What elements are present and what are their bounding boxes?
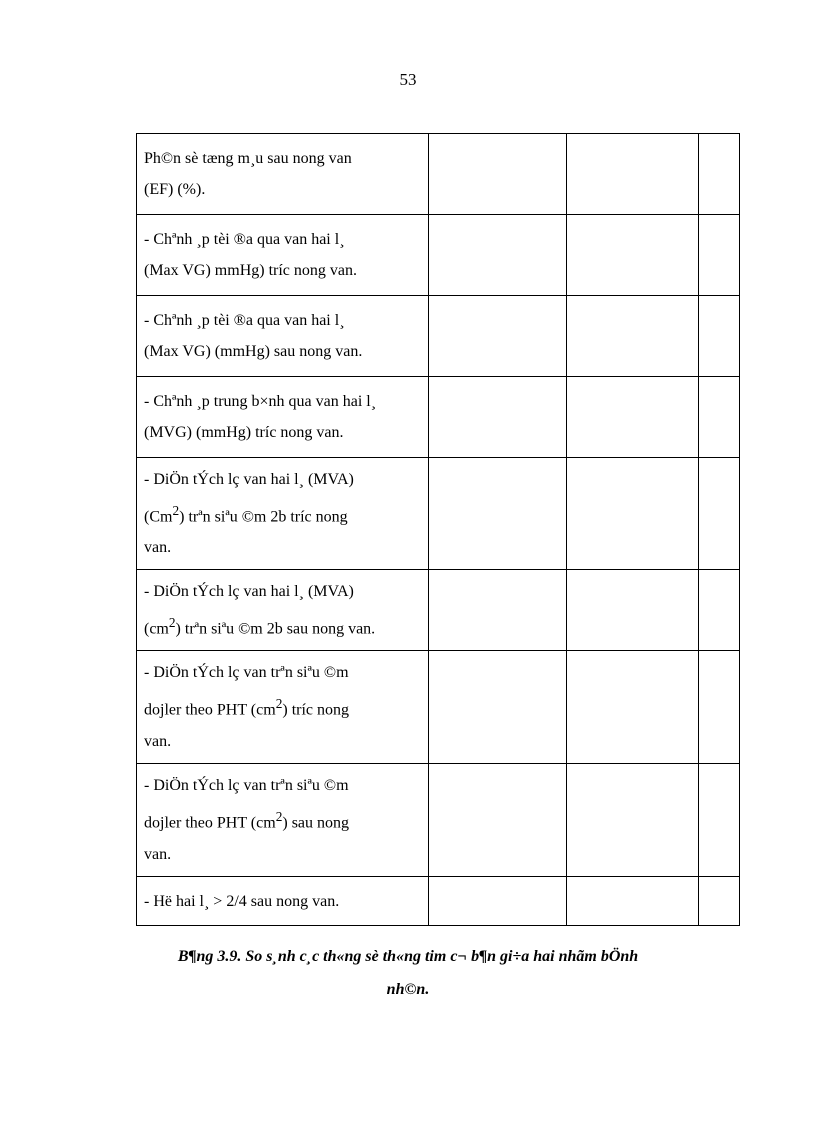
- row-label: [137, 215, 429, 296]
- label-line: [144, 801, 421, 838]
- row-label: [137, 651, 429, 764]
- empty-cell: [429, 651, 566, 764]
- page-number: 53: [399, 70, 417, 89]
- row-label: [137, 296, 429, 377]
- label-line: (Max VG) mmHg) tríc nong van.: [144, 262, 357, 279]
- label-text: dojler theo PHT (cm: [144, 814, 276, 832]
- table-row: [137, 877, 740, 926]
- table-row: [137, 764, 740, 877]
- table-row: [137, 570, 740, 651]
- label-line: van.: [144, 845, 172, 863]
- superscript: 2: [275, 809, 283, 825]
- empty-cell: [429, 296, 566, 377]
- label-line: (EF) (%).: [144, 181, 206, 198]
- label-line: (Max VG) (mmHg) sau nong van.: [144, 343, 363, 360]
- label-line: - DiÖn tÝch lç van hai l¸ (MVA): [144, 470, 354, 488]
- label-text: ) trªn siªu ©m 2b tríc nong: [179, 508, 348, 526]
- empty-cell: [429, 877, 566, 926]
- row-label: [137, 377, 429, 458]
- empty-cell: [429, 377, 566, 458]
- empty-cell: [698, 215, 739, 296]
- table-row: [137, 651, 740, 764]
- row-label: [137, 764, 429, 877]
- empty-cell: [566, 134, 698, 215]
- label-line: - DiÖn tÝch lç van hai l¸ (MVA): [144, 582, 354, 600]
- row-label: [137, 877, 429, 926]
- label-line: van.: [144, 539, 172, 557]
- empty-cell: [429, 570, 566, 651]
- label-text: ) sau nong: [282, 814, 350, 832]
- label-line: - Chªnh ¸p tèi ®a qua van hai l¸: [144, 312, 345, 329]
- label-text: dojler theo PHT (cm: [144, 701, 276, 719]
- label-line: Ph©n sè tæng m¸u sau nong van: [144, 150, 352, 167]
- row-label: [137, 134, 429, 215]
- table-row: [137, 458, 740, 570]
- label-line: - Chªnh ¸p tèi ®a qua van hai l¸: [144, 231, 345, 248]
- label-text: ) tríc nong: [282, 701, 350, 719]
- superscript: 2: [172, 502, 180, 518]
- empty-cell: [566, 570, 698, 651]
- empty-cell: [429, 134, 566, 215]
- empty-cell: [698, 877, 739, 926]
- parameters-table: [136, 133, 740, 926]
- label-line: van.: [144, 732, 172, 750]
- caption-line: B¶ng 3.9. So s¸nh c¸c th«ng sè th«ng tim c¬ b¶n gi÷a hai nhãm bÖnh: [177, 948, 639, 965]
- table-row: [137, 134, 740, 215]
- row-label: [137, 570, 429, 651]
- label-text: (cm: [144, 620, 169, 638]
- label-line: [144, 688, 421, 725]
- empty-cell: [566, 377, 698, 458]
- label-line: - DiÖn tÝch lç van trªn siªu ©m: [144, 777, 349, 795]
- empty-cell: [429, 215, 566, 296]
- empty-cell: [566, 877, 698, 926]
- superscript: 2: [275, 696, 283, 712]
- label-line: [144, 495, 421, 532]
- label-text: (Cm: [144, 508, 173, 526]
- table-row: [137, 215, 740, 296]
- label-line: (MVG) (mmHg) tríc nong van.: [144, 424, 344, 441]
- label-line: - Chªnh ¸p trung b×nh qua van hai l¸: [144, 393, 377, 410]
- empty-cell: [566, 215, 698, 296]
- empty-cell: [566, 296, 698, 377]
- empty-cell: [566, 651, 698, 764]
- empty-cell: [429, 458, 566, 570]
- empty-cell: [698, 651, 739, 764]
- row-label: [137, 458, 429, 570]
- empty-cell: [698, 296, 739, 377]
- empty-cell: [698, 377, 739, 458]
- label-text: ) trªn siªu ©m 2b sau nong van.: [175, 620, 376, 638]
- label-line: [144, 607, 421, 644]
- empty-cell: [429, 764, 566, 877]
- empty-cell: [698, 570, 739, 651]
- superscript: 2: [168, 614, 176, 630]
- empty-cell: [566, 458, 698, 570]
- empty-cell: [698, 764, 739, 877]
- empty-cell: [698, 458, 739, 570]
- empty-cell: [698, 134, 739, 215]
- empty-cell: [566, 764, 698, 877]
- table-row: [137, 377, 740, 458]
- table-caption: [100, 940, 716, 1006]
- table-row: [137, 296, 740, 377]
- label-line: - DiÖn tÝch lç van trªn siªu ©m: [144, 664, 349, 682]
- label-line: - Hë hai l¸ > 2/4 sau nong van.: [144, 892, 340, 910]
- caption-line: nh©n.: [386, 981, 430, 998]
